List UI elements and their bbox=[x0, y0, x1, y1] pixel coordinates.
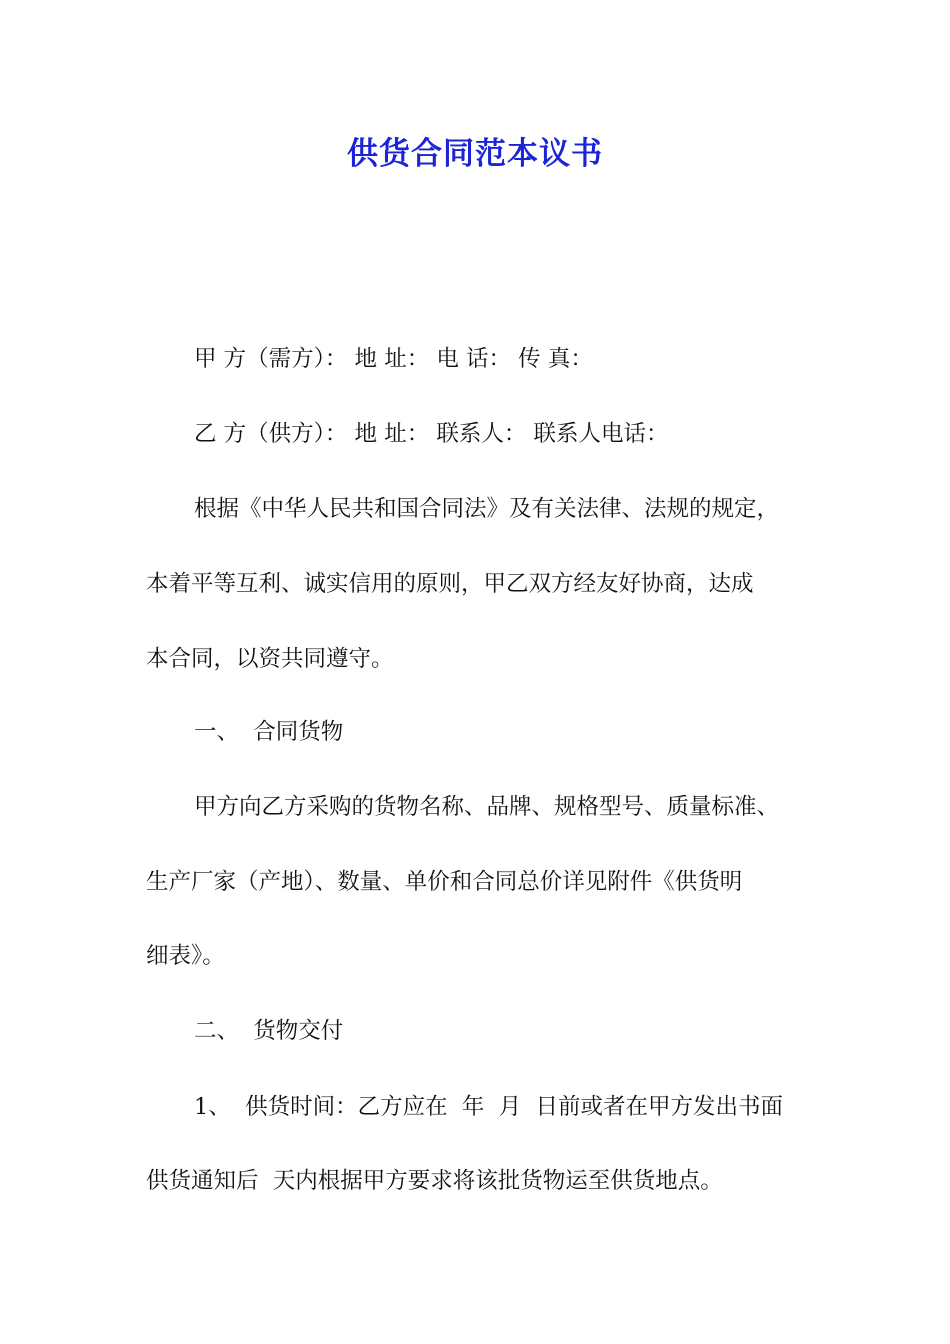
section-2-item-1-line-1: 1、 供货时间：乙方应在 年 月 日前或者在甲方发出书面 bbox=[194, 1094, 784, 1120]
section-heading-2: 二、 货物交付 bbox=[194, 1018, 344, 1044]
section-1-line-2: 生产厂家（产地）、数量、单价和合同总价详见附件《供货明 bbox=[146, 869, 743, 895]
preamble-line-2: 本着平等互利、诚实信用的原则，甲乙双方经友好协商，达成 bbox=[146, 571, 754, 597]
document-title: 供货合同范本议书 bbox=[347, 136, 603, 172]
preamble-line-3: 本合同，以资共同遵守。 bbox=[146, 646, 394, 672]
section-2-item-1-line-2: 供货通知后 天内根据甲方要求将该批货物运至供货地点。 bbox=[146, 1168, 723, 1194]
party-a-line: 甲 方（需方）： 地 址： 电 话： 传 真： bbox=[194, 346, 593, 372]
section-1-line-3: 细表》。 bbox=[146, 943, 225, 969]
section-1-line-1: 甲方向乙方采购的货物名称、品牌、规格型号、质量标准、 bbox=[194, 794, 780, 820]
preamble-line-1: 根据《中华人民共和国合同法》及有关法律、法规的规定， bbox=[194, 496, 780, 522]
section-heading-1: 一、 合同货物 bbox=[194, 719, 344, 745]
party-b-line: 乙 方（供方）： 地 址： 联系人： 联系人电话： bbox=[194, 421, 669, 447]
